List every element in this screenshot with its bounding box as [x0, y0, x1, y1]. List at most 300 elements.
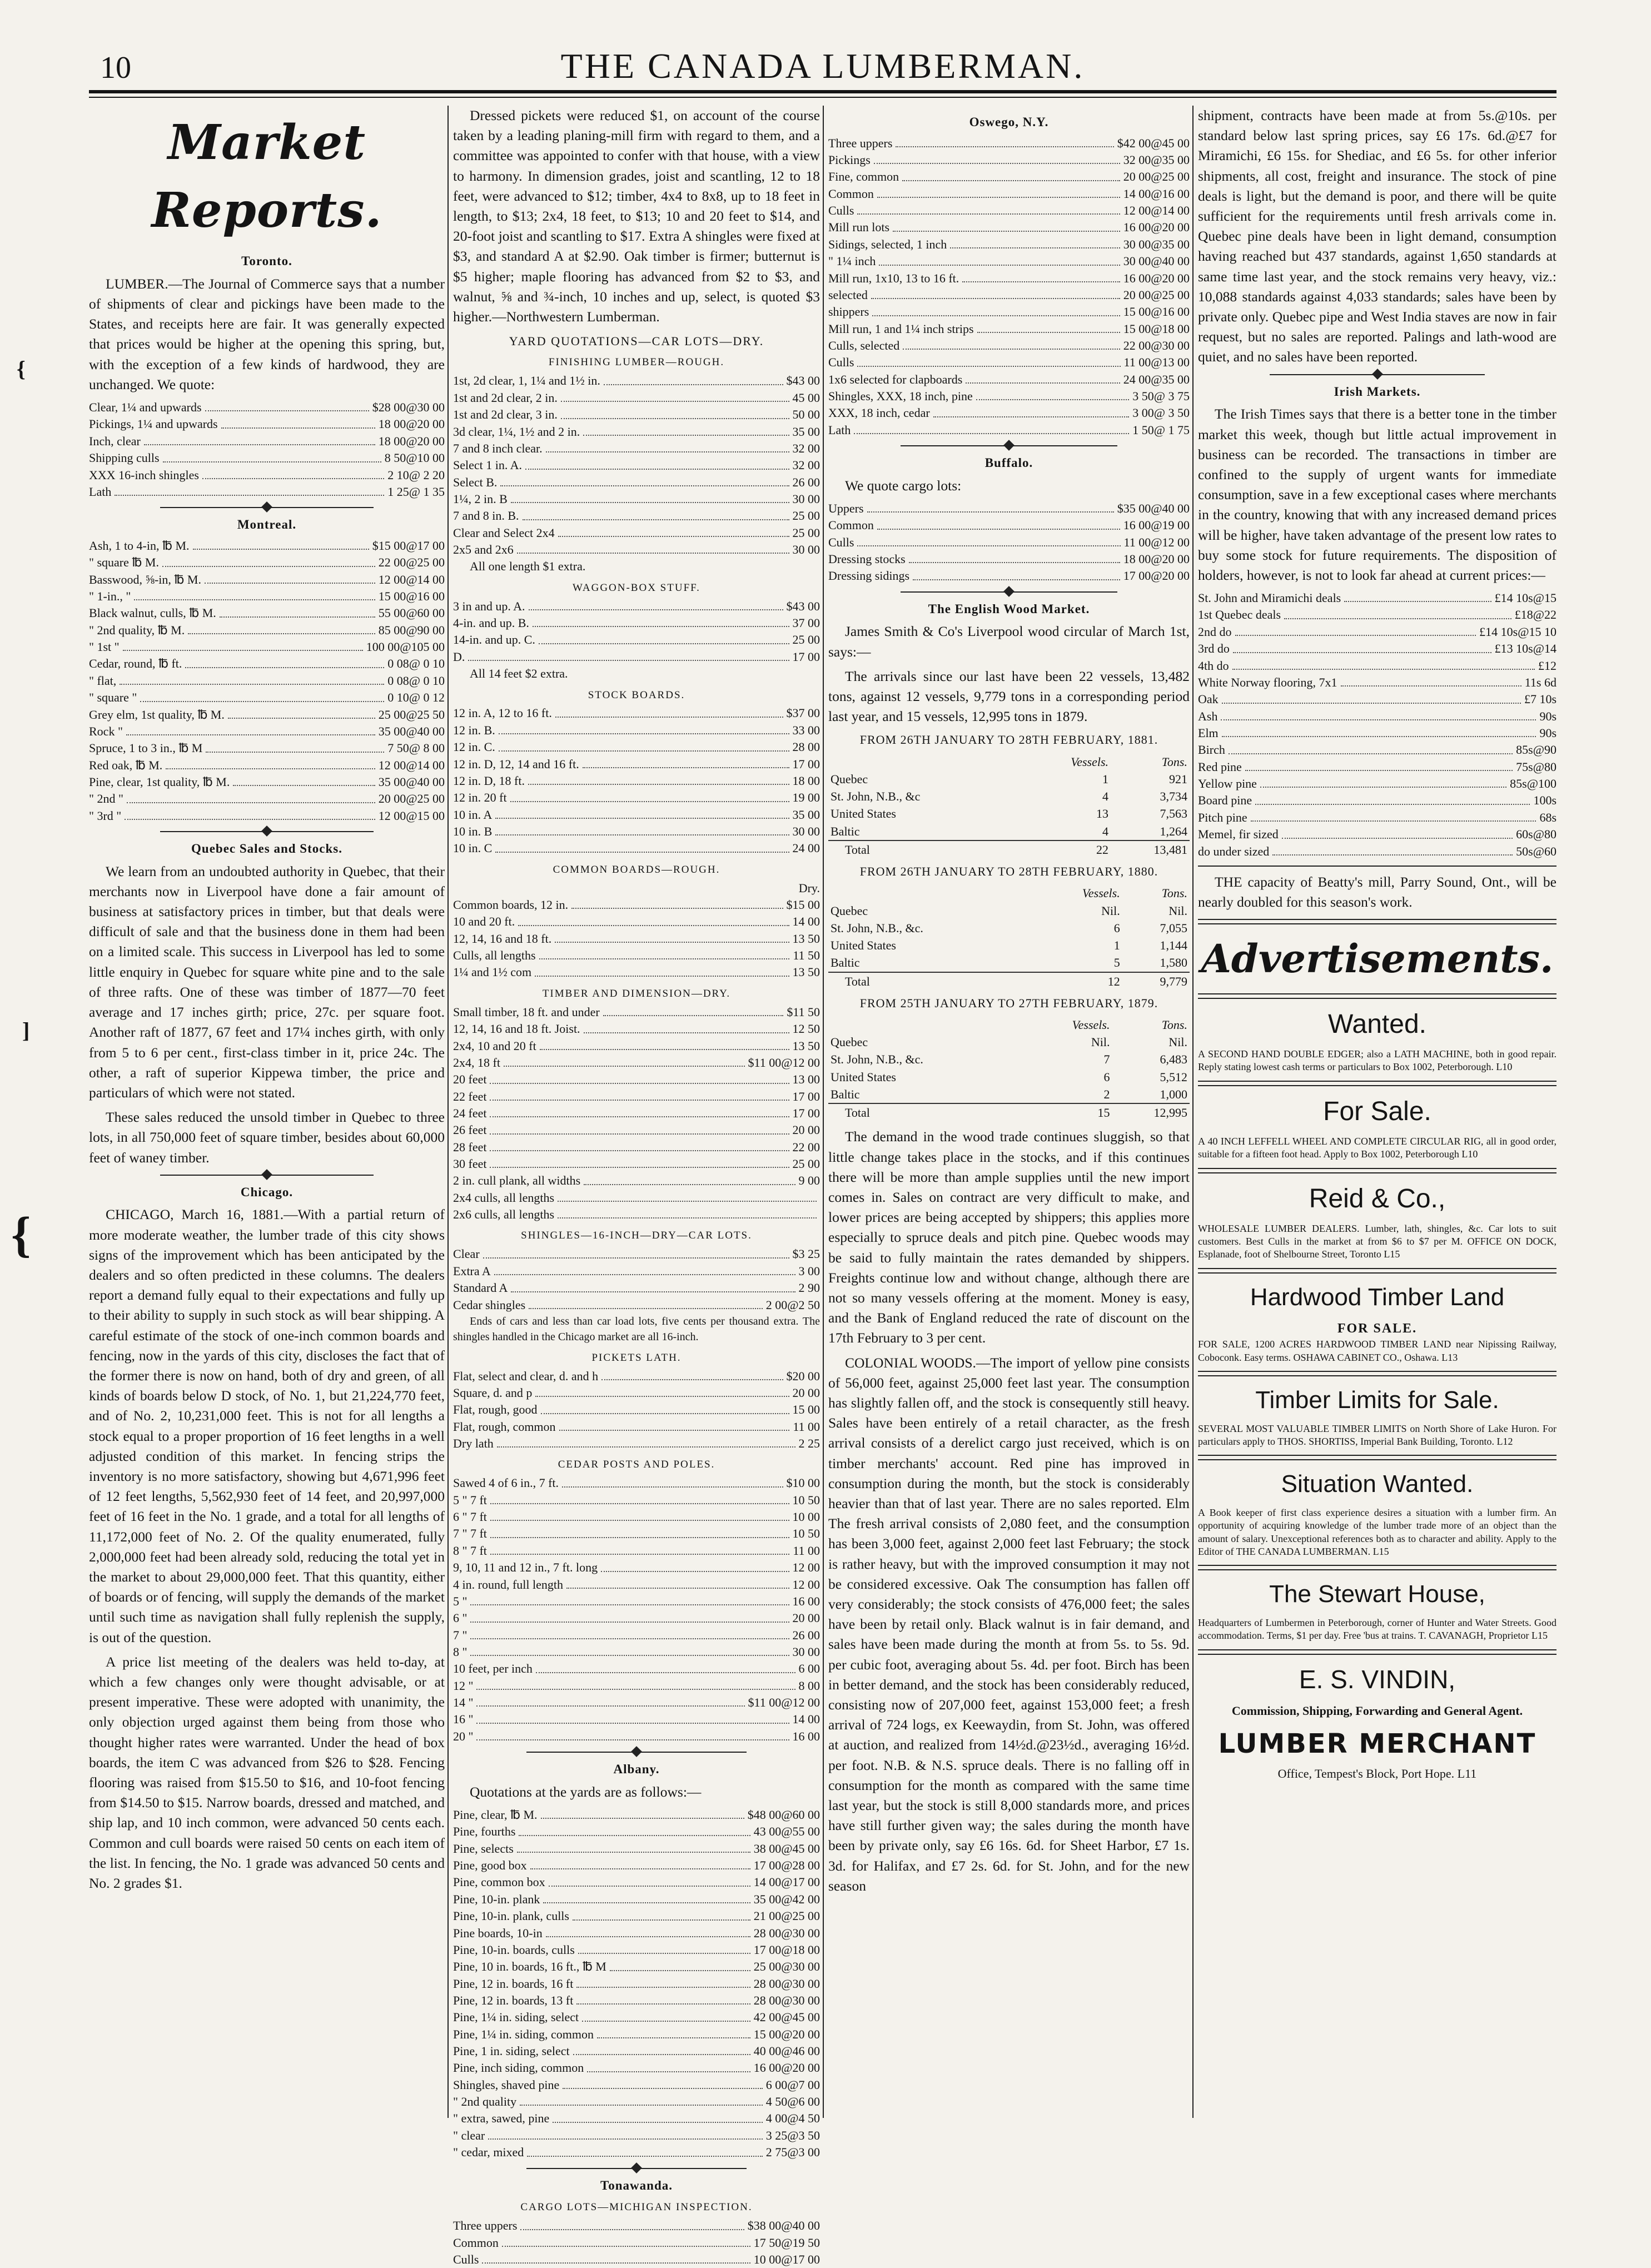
quote-item: Clear and Select 2x4 — [453, 525, 555, 540]
leader-dots — [490, 1543, 789, 1555]
quote-row — [453, 1857, 820, 1874]
quote-price: 16 00 — [792, 1729, 820, 1743]
quote-item: Pine, inch siding, common — [453, 2061, 584, 2075]
quote-row — [828, 321, 1190, 337]
quote-row — [453, 2077, 820, 2093]
leader-dots — [571, 897, 783, 909]
quote-item: Culls, all lengths — [453, 948, 536, 963]
quote-price: 26 00 — [792, 475, 820, 489]
quote-price: $43 00 — [786, 374, 820, 388]
quote-price: 18 00@20 00 — [1123, 552, 1190, 566]
quote-item: Black walnut, culls, ℔ M. — [89, 606, 216, 620]
quote-price: 26 00 — [792, 1628, 820, 1642]
leader-dots — [558, 525, 789, 537]
quote-row — [828, 304, 1190, 320]
leader-dots — [134, 588, 375, 600]
arrivals-table-heading: FROM 26TH JANUARY TO 28TH FEBRUARY, 1880. — [859, 864, 1158, 879]
leader-dots — [874, 152, 1120, 164]
leader-dots — [573, 2043, 750, 2055]
quote-item: Pine, 1¼ in. siding, select — [453, 2010, 579, 2025]
quote-price: 10 50 — [792, 1526, 820, 1541]
quote-price: 100 00@105 00 — [366, 640, 445, 654]
quote-row — [1198, 590, 1556, 606]
quote-price: 15 00@16 00 — [378, 589, 445, 603]
table-total-label: Total — [828, 840, 1023, 858]
quote-price: 12 00@14 00 — [378, 572, 445, 586]
quote-price: 20 00@25 00 — [1123, 170, 1190, 184]
quote-row — [453, 1958, 820, 1975]
quote-item: 1st, 2d clear, 1, 1¼ and 1½ in. — [453, 374, 600, 388]
ad-headline: LUMBER MERCHANT — [1218, 1728, 1536, 1760]
divider — [1198, 866, 1556, 867]
quote-price: 11 00@12 00 — [1123, 535, 1190, 549]
leader-dots — [913, 568, 1120, 580]
divider — [1198, 1268, 1556, 1274]
table-total-vessels: 12 — [1033, 972, 1122, 990]
table-total-tons: 12,995 — [1112, 1103, 1190, 1121]
leader-dots — [490, 1071, 789, 1083]
quote-price: £12 — [1538, 658, 1556, 673]
cedar-quotes — [453, 1475, 820, 1745]
quote-price: 8 00 — [798, 1678, 820, 1693]
quote-item: " 2nd quality, ℔ M. — [89, 623, 185, 637]
quote-price: 18 00@20 00 — [378, 417, 445, 431]
quote-price: 1 25@ 1 35 — [387, 484, 445, 499]
quote-row — [453, 1644, 820, 1660]
table-row — [828, 823, 1190, 840]
quote-item: 1st Quebec deals — [1198, 608, 1281, 622]
quote-item: XXX 16-inch shingles — [89, 467, 199, 482]
quote-item: " flat, — [89, 673, 117, 688]
quote-price: 11 00 — [793, 1419, 820, 1434]
leader-dots — [558, 1206, 817, 1218]
table-row — [828, 1068, 1190, 1086]
quote-item: St. John and Miramichi deals — [1198, 591, 1341, 605]
quote-row — [89, 673, 445, 689]
quebec-paragraph: These sales reduced the unsold timber in Quebec to three lots, in all 750,000 feet of square timber, besides about 60,000 feet of waney timber. — [89, 1109, 445, 1166]
section-heading-toronto: Toronto. — [241, 254, 292, 268]
table-cell-vessels: 6 — [1113, 921, 1120, 935]
leader-dots — [495, 840, 789, 852]
quote-price: 0 08@ 0 10 — [387, 673, 445, 688]
quote-price: 15 00@20 00 — [753, 2027, 820, 2041]
leader-dots — [872, 304, 1120, 316]
quote-row — [453, 541, 820, 558]
quote-price: 50s@60 — [1516, 844, 1556, 858]
leader-dots — [468, 649, 789, 661]
leader-dots — [163, 450, 381, 462]
quote-row — [453, 1874, 820, 1891]
quote-item: Lath — [89, 484, 112, 499]
leader-dots — [535, 1385, 789, 1397]
english-paragraph: The demand in the wood trade continues sluggish, so that little change takes place in the stocks, and if this continues there will be more than ample supplies until the new import comes in. Sales on contract are very difficult to make, and lower prices are being accepted by shippers; this applies more especially to spruce deals and pitch pine. Quebec woods may be said to fully maintain the rates demanded by shippers. Freights continue low and without change, although there are not so many vessels offering at the moment. Money is easy, and the Bank of England reduced the rate of discount on the 17th February to 3 per cent. — [828, 1128, 1190, 1346]
quote-price: 6 00@7 00 — [765, 2077, 820, 2092]
quote-item: " square ℔ M. — [89, 555, 159, 570]
quote-row — [453, 1122, 820, 1138]
quote-item: Cedar shingles — [453, 1297, 526, 1312]
buffalo-intro: We quote cargo lots: — [845, 477, 962, 494]
quote-price: $28 00@30 00 — [372, 400, 445, 415]
leader-dots — [558, 1190, 817, 1202]
quote-item: Culls, selected — [828, 338, 900, 352]
quote-item: Board pine — [1198, 793, 1252, 808]
leader-dots — [504, 1055, 745, 1067]
quote-row — [453, 2110, 820, 2127]
quote-price: 10 50 — [792, 1493, 820, 1507]
quote-row — [828, 534, 1190, 551]
quote-price: 12 00 — [792, 1577, 820, 1591]
quote-price: 10 00 — [792, 1510, 820, 1524]
quote-row — [453, 1593, 820, 1610]
quote-price: 2 25 — [798, 1436, 820, 1451]
quote-item: 2x4, 10 and 20 ft — [453, 1038, 536, 1053]
leader-dots — [857, 534, 1120, 546]
quote-price: 30 00 — [792, 543, 820, 557]
quote-item: Pitch pine — [1198, 810, 1247, 824]
leader-dots — [977, 321, 1120, 333]
quote-price: 38 00@45 00 — [753, 1841, 820, 1856]
leader-dots — [555, 705, 783, 717]
divider — [1198, 919, 1556, 924]
timber-heading: TIMBER AND DIMENSION—DRY. — [542, 987, 731, 999]
table-total-vessels: 22 — [1023, 840, 1111, 858]
quote-row — [453, 1627, 820, 1644]
leader-dots — [966, 371, 1120, 384]
quote-row — [828, 371, 1190, 388]
quote-row — [453, 474, 820, 491]
leader-dots — [520, 2217, 744, 2230]
quote-row — [828, 202, 1190, 219]
quote-item: Oak — [1198, 692, 1219, 707]
quote-item: Three uppers — [828, 136, 893, 150]
ad-subtitle: Commission, Shipping, Forwarding and General Agent. — [1231, 1704, 1523, 1718]
quote-price: 21 00@25 00 — [753, 1909, 820, 1923]
quote-item: 22 feet — [453, 1089, 487, 1103]
arrivals-table-1881 — [828, 753, 1190, 858]
table-cell-vessels: 1 — [1113, 938, 1120, 953]
quote-price: 11 50 — [793, 948, 820, 963]
quote-row — [1198, 624, 1556, 640]
ad-timber-limits — [1198, 1383, 1556, 1448]
quote-item: Uppers — [828, 501, 864, 515]
quote-row — [828, 517, 1190, 534]
leader-dots — [867, 500, 1114, 513]
quote-item: Select B. — [453, 475, 498, 489]
quote-item: 10 in. C — [453, 841, 493, 856]
quote-price: 11s 6d — [1524, 675, 1556, 689]
divider — [1198, 1565, 1556, 1570]
quote-item: Shipping culls — [89, 451, 160, 465]
quote-item: Pine, clear, 1st quality, ℔ M. — [89, 774, 230, 789]
table-row — [828, 1086, 1190, 1103]
quote-item: 7 and 8 in. B. — [453, 509, 519, 523]
quote-row — [89, 450, 445, 466]
quote-price: $48 00@60 00 — [747, 1808, 820, 1822]
leader-dots — [576, 1976, 750, 1988]
leader-dots — [583, 756, 789, 768]
leader-dots — [584, 1021, 789, 1033]
quote-item: 7 " — [453, 1628, 468, 1642]
arrivals-table-1879 — [828, 1016, 1190, 1121]
quote-price: 20 00 — [792, 1123, 820, 1137]
quote-item: Dry lath — [453, 1436, 494, 1451]
table-header-cell: Tons. — [1161, 1017, 1187, 1032]
quote-row — [453, 457, 820, 474]
yard-quotations-heading: YARD QUOTATIONS—CAR LOTS—DRY. — [509, 334, 764, 349]
quote-price: 12 00@14 00 — [378, 758, 445, 772]
quote-row — [1198, 826, 1556, 843]
quote-row — [828, 219, 1190, 236]
quote-row — [453, 1419, 820, 1435]
quote-price: 28 00@30 00 — [753, 1976, 820, 1991]
note: All 14 feet $2 extra. — [470, 667, 568, 681]
quote-item: Shingles, XXX, 18 inch, pine — [828, 389, 973, 404]
section-heading-quebec: Quebec Sales and Stocks. — [191, 842, 342, 856]
table-cell-tons: 6,483 — [1160, 1052, 1187, 1067]
quote-item: Shingles, shaved pine — [453, 2077, 560, 2092]
note: All one length $1 extra. — [470, 559, 586, 574]
leader-dots — [140, 689, 384, 702]
quote-price: 30 00 — [792, 824, 820, 838]
table-cell-tons: 1,580 — [1160, 956, 1187, 970]
quote-price: 4 50@6 00 — [765, 2095, 820, 2109]
quote-price: 40 00@46 00 — [753, 2044, 820, 2058]
leader-dots — [1235, 624, 1476, 636]
quote-row — [89, 689, 445, 706]
quote-row — [453, 1823, 820, 1840]
quote-price: 17 50@19 50 — [753, 2235, 820, 2250]
quote-row — [828, 186, 1190, 202]
tonawanda-subheading: CARGO LOTS—MICHIGAN INSPECTION. — [520, 2201, 753, 2214]
quote-price: 28 00@30 00 — [753, 1926, 820, 1940]
quote-price: 13 50 — [792, 965, 820, 979]
quote-item: Culls — [453, 2252, 479, 2266]
quote-price: 17 00 — [792, 1089, 820, 1103]
quote-price: $10 00 — [786, 1476, 820, 1490]
quote-price: 17 00@18 00 — [753, 1942, 820, 1957]
common-quotes — [453, 897, 820, 981]
leader-dots — [502, 2235, 750, 2247]
quote-price: 2 00@2 50 — [765, 1297, 820, 1312]
quote-row — [828, 135, 1190, 152]
column-divider — [1192, 106, 1194, 2118]
quote-row — [828, 354, 1190, 371]
leader-dots — [495, 807, 789, 819]
quote-item: " 2nd quality — [453, 2095, 517, 2109]
quote-item: 20 feet — [453, 1072, 487, 1087]
quote-price: 25 00 — [792, 1157, 820, 1171]
quote-item: Basswood, ⅝-in, ℔ M. — [89, 572, 201, 586]
quote-price: 25 00 — [792, 525, 820, 540]
quote-item: 2x4 culls, all lengths — [453, 1190, 555, 1205]
quote-row — [453, 1543, 820, 1559]
quote-row — [828, 500, 1190, 517]
quote-item: Pine, 12 in. boards, 13 ft — [453, 1993, 574, 2007]
leader-dots — [499, 722, 789, 734]
table-cell-vessels: 4 — [1102, 789, 1109, 804]
quote-row — [1198, 792, 1556, 809]
quote-item: 5 " — [453, 1594, 468, 1608]
table-cell-vessels: 1 — [1102, 772, 1109, 786]
quote-price: 3 50@ 3 75 — [1132, 389, 1190, 404]
common-heading: COMMON BOARDS—ROUGH. — [553, 863, 720, 876]
quote-row — [453, 1263, 820, 1280]
beatty-paragraph: THE capacity of Beatty's mill, Parry Sound, Ont., will be nearly doubled for this season's work. — [1198, 873, 1556, 911]
quote-item: Pickings — [828, 153, 871, 167]
table-cell-tons: 5,512 — [1160, 1070, 1187, 1084]
quote-item: 26 feet — [453, 1123, 487, 1137]
divider — [1198, 1455, 1556, 1460]
table-cell-tons: Nil. — [1168, 1035, 1187, 1050]
quote-row — [453, 2127, 820, 2144]
quote-item: Culls — [828, 355, 854, 370]
quote-row — [453, 649, 820, 665]
quote-price: 2 75@3 00 — [765, 2145, 820, 2160]
leader-dots — [1229, 742, 1513, 754]
leader-dots — [1222, 725, 1536, 737]
ad-for-sale — [1198, 1093, 1556, 1161]
quote-item: Pine, 1 in. siding, select — [453, 2044, 570, 2058]
leader-dots — [115, 484, 384, 496]
quote-row — [453, 947, 820, 964]
leader-dots — [601, 1368, 783, 1380]
quote-item: 1st and 2d clear, 3 in. — [453, 407, 558, 422]
quote-item: 12 in. D, 12, 14 and 16 ft. — [453, 757, 579, 771]
quote-price: 3 25@3 50 — [765, 2128, 820, 2142]
margin-mark: { — [11, 1207, 31, 1262]
quote-row — [453, 1841, 820, 1857]
section-heading-buffalo: Buffalo. — [984, 456, 1033, 470]
table-row — [828, 954, 1190, 972]
leader-dots — [540, 1038, 789, 1050]
table-cell-tons: 7,055 — [1160, 921, 1187, 935]
leader-dots — [470, 1610, 789, 1622]
quote-item: Dressing sidings — [828, 569, 910, 583]
quote-price: 37 00 — [792, 616, 820, 630]
quote-item: 3 in and up. A. — [453, 599, 525, 613]
quote-item: 12, 14, 16 and 18 ft. Joist. — [453, 1022, 580, 1036]
quote-price: 4 00@4 50 — [765, 2111, 820, 2126]
quote-row — [89, 433, 445, 450]
table-total-label: Total — [828, 1103, 1026, 1121]
leader-dots — [205, 399, 369, 411]
quote-price: 35 00@40 00 — [378, 724, 445, 738]
leader-dots — [511, 491, 789, 503]
quote-price: 90s — [1539, 726, 1556, 740]
ad-reid — [1198, 1180, 1556, 1261]
table-cell-place: Baltic — [831, 824, 860, 838]
quote-row — [453, 1694, 820, 1711]
quote-item: Lath — [828, 422, 851, 437]
quote-price: 17 00 — [792, 649, 820, 664]
quote-row — [453, 1246, 820, 1262]
cedar-heading: CEDAR POSTS AND POLES. — [558, 1459, 715, 1471]
quote-price: 12 00@15 00 — [378, 808, 445, 823]
quote-row — [453, 722, 820, 739]
leader-dots — [525, 457, 789, 469]
quote-price: 14 00 — [792, 914, 820, 929]
quote-price: 20 00@25 00 — [1123, 287, 1190, 302]
quote-item: Square, d. and p — [453, 1386, 533, 1400]
leader-dots — [1222, 691, 1521, 703]
quote-item: XXX, 18 inch, cedar — [828, 406, 930, 420]
table-total-tons: 13,481 — [1111, 840, 1190, 858]
ad-wanted — [1198, 1006, 1556, 1074]
quote-price: 28 00@30 00 — [753, 1993, 820, 2007]
leader-dots — [490, 1088, 789, 1101]
quote-item: 1¼ and 1½ com — [453, 965, 532, 979]
quote-row — [453, 1139, 820, 1156]
english-paragraph: James Smith & Co's Liverpool wood circular of March 1st, says:— — [828, 623, 1190, 660]
table-cell-tons: 1,264 — [1160, 824, 1187, 838]
leader-dots — [582, 2009, 750, 2021]
section-heading-tonawanda: Tonawanda. — [600, 2178, 673, 2192]
ad-body: A 40 INCH LEFFELL WHEEL AND COMPLETE CIRCULAR RIG, all in good order, suitable for a fifteen foot head. Apply to Box 1002, Peterborough L10 — [1198, 1135, 1556, 1160]
leader-dots — [126, 723, 375, 735]
quote-row — [453, 2009, 820, 2026]
ad-situation-wanted — [1198, 1467, 1556, 1558]
quote-price: $20 00 — [786, 1369, 820, 1383]
quote-row — [453, 913, 820, 930]
quote-row — [453, 1525, 820, 1542]
leader-dots — [518, 913, 789, 926]
montreal-quotes — [89, 538, 445, 824]
quote-row — [828, 388, 1190, 405]
quote-row — [453, 931, 820, 947]
quote-item: 2 in. cull plank, all widths — [453, 1173, 581, 1188]
leader-dots — [497, 1435, 795, 1448]
quote-item: 2x6 culls, all lengths — [453, 1207, 555, 1222]
quote-row — [453, 1435, 820, 1452]
table-cell-place: Quebec — [831, 903, 868, 918]
quote-item: Pine, fourths — [453, 1824, 516, 1839]
leader-dots — [1233, 640, 1491, 653]
header-rule-thin — [89, 97, 1556, 98]
column-4 — [1198, 106, 1556, 2118]
leader-dots — [541, 1401, 789, 1414]
leader-dots — [546, 440, 789, 452]
shingles-note: Ends of cars and less than car load lots, five cents per thousand extra. The shingles handled in the Chicago market are all 16-inch. — [453, 1315, 820, 1344]
leader-dots — [902, 168, 1120, 181]
quote-item: 10 and 20 ft. — [453, 914, 515, 929]
table-cell-place: St. John, N.B., &c. — [831, 1052, 923, 1067]
quote-row — [1198, 725, 1556, 742]
arrivals-table-heading: FROM 26TH JANUARY TO 28TH FEBRUARY, 1881. — [859, 733, 1158, 747]
leader-dots — [483, 1246, 789, 1258]
ad-subtitle: FOR SALE. — [1337, 1321, 1418, 1336]
quote-item: 3d clear, 1¼, 1½ and 2 in. — [453, 424, 580, 439]
quote-item: Dressing stocks — [828, 552, 906, 566]
quote-item: 7 " 7 ft — [453, 1526, 487, 1541]
newspaper-title: THE CANADA LUMBERMAN. — [560, 46, 1085, 86]
quote-row — [453, 840, 820, 857]
quote-price: 43 00@55 00 — [753, 1824, 820, 1839]
leader-dots — [539, 947, 790, 959]
leader-dots — [950, 236, 1120, 248]
leader-dots — [536, 1660, 795, 1673]
quote-item: 4th do — [1198, 658, 1229, 673]
quote-price: 25 00 — [792, 633, 820, 647]
quote-item: 24 feet — [453, 1106, 487, 1120]
quote-row — [89, 639, 445, 655]
quote-row — [828, 422, 1190, 439]
table-header-row — [828, 1016, 1190, 1033]
leader-dots — [519, 1823, 750, 1836]
quote-price: 6 00 — [798, 1662, 820, 1676]
section-separator — [526, 2168, 747, 2169]
table-header-cell: Vessels. — [1072, 1017, 1110, 1032]
quote-row — [453, 440, 820, 457]
